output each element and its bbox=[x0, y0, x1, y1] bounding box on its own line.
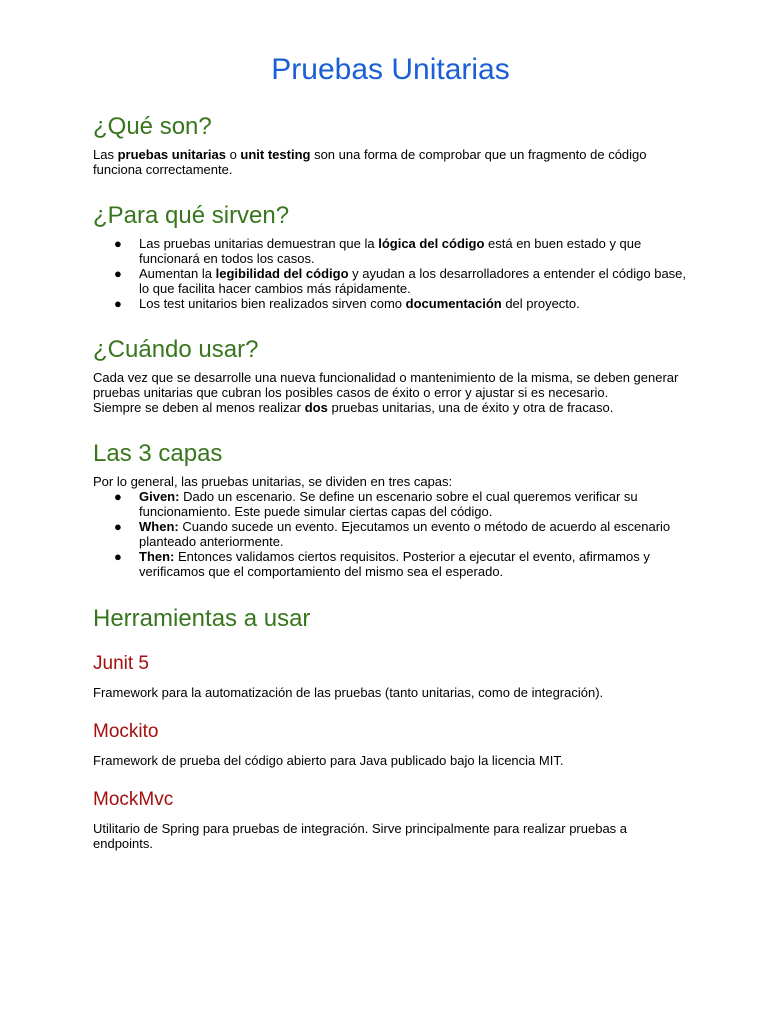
list-item bbox=[114, 489, 688, 519]
paragraph-capas-intro: Por lo general, las pruebas unitarias, se dividen en tres capas: bbox=[93, 474, 453, 489]
text-run: Aumentan la bbox=[139, 266, 216, 281]
bullet-icon: ● bbox=[114, 266, 122, 281]
text-run: pruebas unitarias, una de éxito y otra de fracaso. bbox=[327, 400, 614, 415]
text-run: Siempre se deben al menos realizar bbox=[93, 400, 305, 415]
tool-heading-junit: Junit 5 bbox=[93, 653, 149, 674]
list-item bbox=[114, 549, 688, 579]
text-run: Las bbox=[93, 147, 118, 162]
tool-heading-mockito: Mockito bbox=[93, 721, 159, 742]
text-run: y ayudan a los desarrolladores a entender el código base, lo que facilita hacer cambios más rápidamente. bbox=[139, 266, 687, 296]
tool-desc-junit: Framework para la automatización de las pruebas (tanto unitarias, como de integración). bbox=[93, 685, 604, 700]
text-run: o bbox=[225, 147, 241, 162]
bold-term: legibilidad del código bbox=[215, 266, 349, 281]
bold-term-pruebas-unitarias: pruebas unitarias bbox=[117, 147, 226, 162]
paragraph-cuando-2 bbox=[93, 400, 688, 415]
text-run: Las pruebas unitarias demuestran que la bbox=[139, 236, 379, 251]
bullet-icon: ● bbox=[114, 549, 122, 564]
text-run: Dado un escenario. Se define un escenario sobre el cual queremos verificar su funcionamiento. Este puede simular ciertas capas del código. bbox=[139, 489, 638, 519]
tool-desc-mockmvc: Utilitario de Spring para pruebas de integración. Sirve principalmente para realizar pruebas a endpoints. bbox=[93, 821, 628, 851]
bold-term-when: When: bbox=[139, 519, 179, 534]
tool-desc-mockito: Framework de prueba del código abierto para Java publicado bajo la licencia MIT. bbox=[93, 753, 564, 768]
list-item bbox=[114, 519, 688, 549]
text-run: está en buen estado y que funcionará en todos los casos. bbox=[139, 236, 642, 266]
list-capas bbox=[93, 489, 688, 579]
text-run: Cuando sucede un evento. Ejecutamos un evento o método de acuerdo al escenario planteado anteriormente. bbox=[139, 519, 671, 549]
bullet-icon: ● bbox=[114, 489, 122, 504]
text-run: del proyecto. bbox=[501, 296, 580, 311]
section-heading-cuando: ¿Cuándo usar? bbox=[93, 336, 259, 363]
section-heading-para-que: ¿Para qué sirven? bbox=[93, 202, 290, 229]
bullet-icon: ● bbox=[114, 296, 122, 311]
tool-heading-mockmvc: MockMvc bbox=[93, 789, 174, 810]
section-heading-herramientas: Herramientas a usar bbox=[93, 605, 311, 632]
paragraph-que-son bbox=[93, 147, 688, 177]
list-item bbox=[114, 296, 688, 311]
bullet-icon: ● bbox=[114, 236, 122, 251]
bold-term: documentación bbox=[405, 296, 502, 311]
list-item bbox=[114, 266, 688, 296]
section-heading-que-son: ¿Qué son? bbox=[93, 113, 212, 140]
section-heading-capas: Las 3 capas bbox=[93, 440, 223, 467]
list-para-que bbox=[93, 236, 688, 311]
bold-term-then: Then: bbox=[139, 549, 175, 564]
document-title: Pruebas Unitarias bbox=[271, 53, 510, 86]
list-item bbox=[114, 236, 688, 266]
bold-term-given: Given: bbox=[139, 489, 180, 504]
bold-term: lógica del código bbox=[378, 236, 485, 251]
paragraph-cuando: Cada vez que se desarrolle una nueva funcionalidad o mantenimiento de la misma, se deben generar pruebas unitarias que cubran los posibles casos de éxito o error y ajustar si es necesario. bbox=[93, 370, 679, 400]
text-run: Los test unitarios bien realizados sirven como bbox=[139, 296, 406, 311]
text-run: Entonces validamos ciertos requisitos. Posterior a ejecutar el evento, afirmamos y verificamos que el comportamiento del mismo sea el esperado. bbox=[139, 549, 650, 579]
text-run: son una forma de comprobar que un fragmento de código funciona correctamente. bbox=[93, 147, 647, 177]
bold-term-dos: dos bbox=[304, 400, 328, 415]
bold-term-unit-testing: unit testing bbox=[240, 147, 311, 162]
bullet-icon: ● bbox=[114, 519, 122, 534]
